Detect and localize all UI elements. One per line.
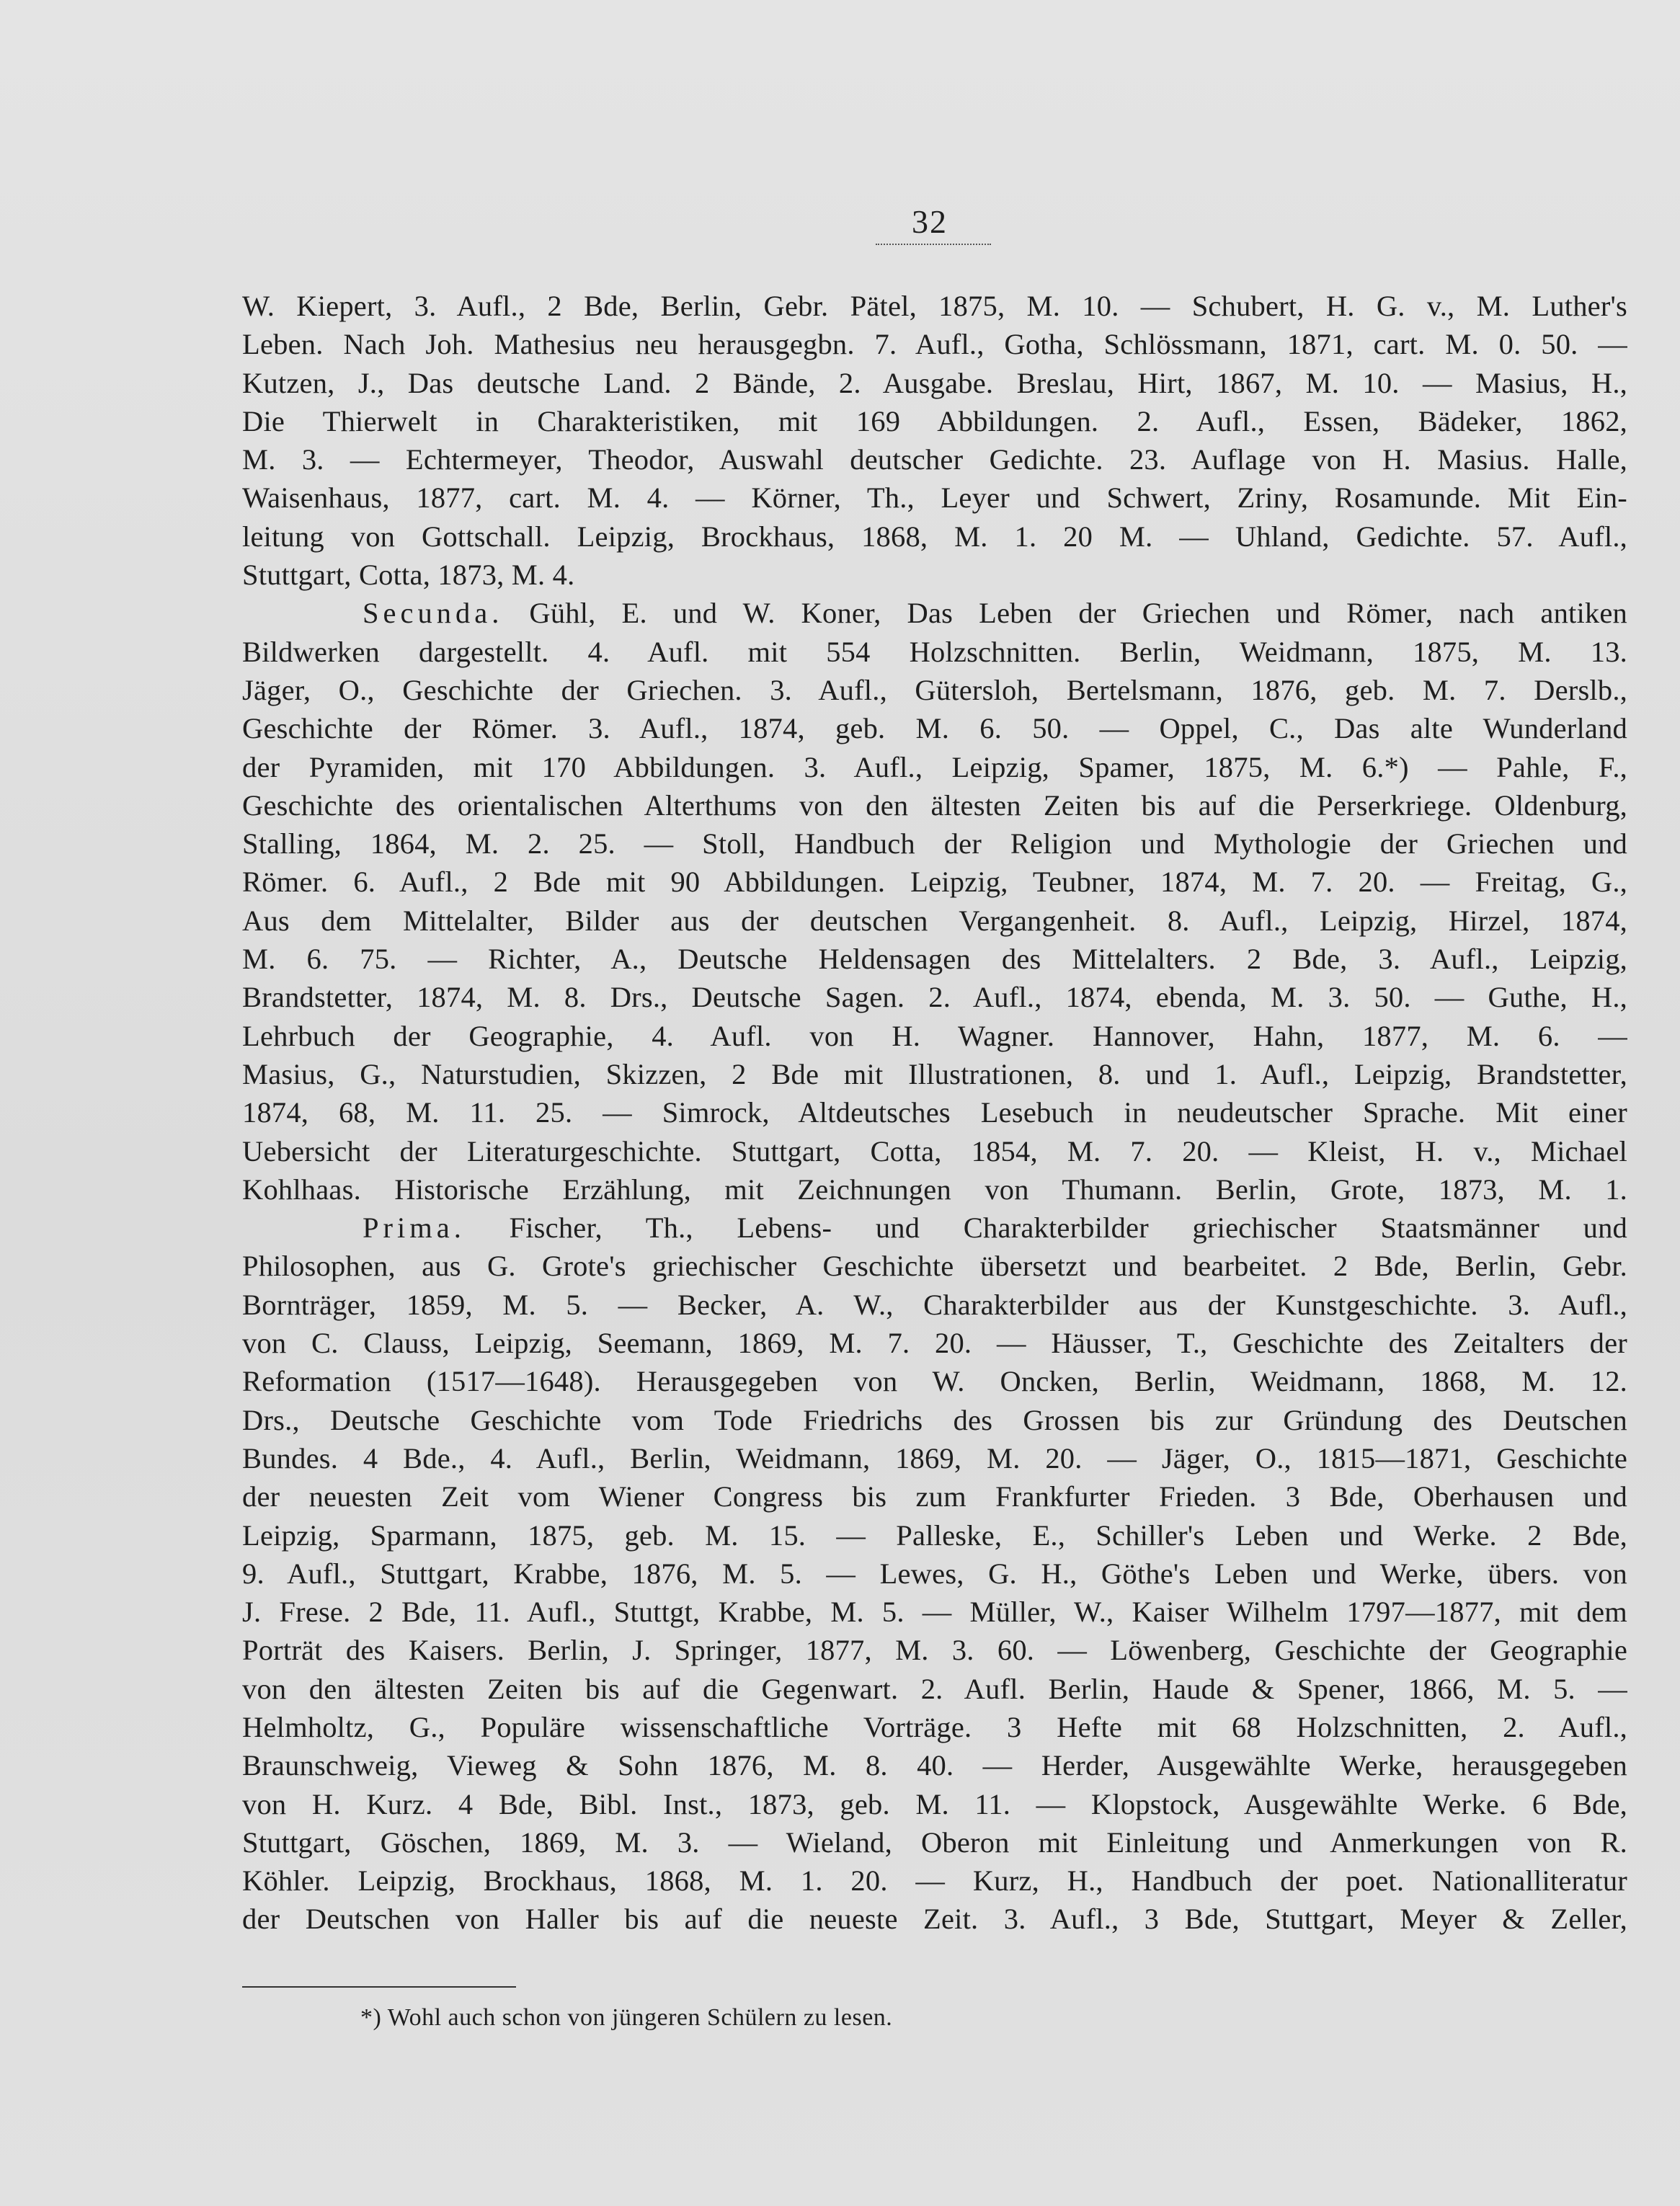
text-line: Kutzen, J., Das deutsche Land. 2 Bände, 2. Ausgabe. Breslau, Hirt, 1867, M. 10. — Masius, H., xyxy=(242,366,1627,399)
text-line: Die Thierwelt in Charakteristiken, mit 169 Abbildungen. 2. Aufl., Essen, Bädeker, 1862, xyxy=(242,404,1627,437)
page-number: 32 xyxy=(912,203,948,240)
section-heading-prima: Prima. xyxy=(363,1211,466,1245)
text-line: der Deutschen von Haller bis auf die neueste Zeit. 3. Aufl., 3 Bde, Stuttgart, Meyer & Zeller, xyxy=(242,1903,1627,1936)
text-line: der Pyramiden, mit 170 Abbildungen. 3. Aufl., Leipzig, Spamer, 1875, M. 6.*) — Pahle, F., xyxy=(242,750,1627,783)
text-line: von H. Kurz. 4 Bde, Bibl. Inst., 1873, geb. M. 11. — Klopstock, Ausgewählte Werke. 6 Bde, xyxy=(242,1787,1627,1820)
text-line: Köhler. Leipzig, Brockhaus, 1868, M. 1. 20. — Kurz, H., Handbuch der poet. Nationalliteratur xyxy=(242,1864,1627,1898)
prima-section-start xyxy=(242,1209,1627,1247)
text-line: Bundes. 4 Bde., 4. Aufl., Berlin, Weidmann, 1869, M. 20. — Jäger, O., 1815—1871, Geschichte xyxy=(242,1441,1627,1475)
text-line: Geschichte des orientalischen Alterthums von den ältesten Zeiten bis auf die Perserkriege. Oldenburg, xyxy=(242,788,1627,822)
text-line: Stuttgart, Göschen, 1869, M. 3. — Wieland, Oberon mit Einleitung und Anmerkungen von R. xyxy=(242,1825,1627,1859)
text-line: Jäger, O., Geschichte der Griechen. 3. Aufl., Gütersloh, Bertelsmann, 1876, geb. M. 7. Derslb., xyxy=(242,673,1627,706)
text-line: Römer. 6. Aufl., 2 Bde mit 90 Abbildungen. Leipzig, Teubner, 1874, M. 7. 20. — Freitag, G., xyxy=(242,866,1627,899)
text-line: Brandstetter, 1874, M. 8. Drs., Deutsche Sagen. 2. Aufl., 1874, ebenda, M. 3. 50. — Guthe, H., xyxy=(242,981,1627,1014)
text-line: J. Frese. 2 Bde, 11. Aufl., Stuttgt, Krabbe, M. 5. — Müller, W., Kaiser Wilhelm 1797—1877, mit dem xyxy=(242,1596,1627,1629)
text-line: Uebersicht der Literaturgeschichte. Stuttgart, Cotta, 1854, M. 7. 20. — Kleist, H. v., Michael xyxy=(242,1134,1627,1168)
page-number-ornament xyxy=(876,244,991,247)
text-line: Stuttgart, Cotta, 1873, M. 4. xyxy=(242,559,575,592)
footnote: *) Wohl auch schon von jüngeren Schülern zu lesen. xyxy=(360,2004,893,2031)
text-line: Waisenhaus, 1877, cart. M. 4. — Körner, Th., Leyer und Schwert, Zriny, Rosamunde. Mit Ein- xyxy=(242,481,1627,515)
footnote-divider xyxy=(242,1986,516,1988)
text-line: Kohlhaas. Historische Erzählung, mit Zeichnungen von Thumann. Berlin, Grote, 1873, M. 1. xyxy=(242,1173,1627,1206)
text-line: der neuesten Zeit vom Wiener Congress bis zum Frankfurter Frieden. 3 Bde, Oberhausen und xyxy=(242,1480,1627,1513)
text-line: von den ältesten Zeiten bis auf die Gegenwart. 2. Aufl. Berlin, Haude & Spener, 1866, M. 5. — xyxy=(242,1672,1627,1705)
text-line: Philosophen, aus G. Grote's griechischer Geschichte übersetzt und bearbeitet. 2 Bde, Berlin, Gebr. xyxy=(242,1250,1627,1283)
text-line: Braunschweig, Vieweg & Sohn 1876, M. 8. 40. — Herder, Ausgewählte Werke, herausgegeben xyxy=(242,1749,1627,1782)
text-line-segment: Gühl, E. und W. Koner, Das Leben der Griechen und Römer, nach antiken xyxy=(529,597,1627,630)
section-heading-secunda: Secunda. xyxy=(363,597,504,630)
text-line: 1874, 68, M. 11. 25. — Simrock, Altdeutsches Lesebuch in neudeutscher Sprache. Mit einer xyxy=(242,1096,1627,1129)
secunda-section-start xyxy=(242,594,1627,632)
text-line: Stalling, 1864, M. 2. 25. — Stoll, Handbuch der Religion und Mythologie der Griechen und xyxy=(242,827,1627,860)
text-line: Helmholtz, G., Populäre wissenschaftliche Vorträge. 3 Hefte mit 68 Holzschnitten, 2. Aufl., xyxy=(242,1710,1627,1743)
text-line: von C. Clauss, Leipzig, Seemann, 1869, M. 7. 20. — Häusser, T., Geschichte des Zeitalters der xyxy=(242,1327,1627,1360)
text-line: leitung von Gottschall. Leipzig, Brockhaus, 1868, M. 1. 20 M. — Uhland, Gedichte. 57. Aufl., xyxy=(242,520,1627,553)
text-line: Geschichte der Römer. 3. Aufl., 1874, geb. M. 6. 50. — Oppel, C., Das alte Wunderland xyxy=(242,712,1627,745)
book-list-text xyxy=(242,287,1627,1939)
text-line: Bornträger, 1859, M. 5. — Becker, A. W., Charakterbilder aus der Kunstgeschichte. 3. Aufl., xyxy=(242,1288,1627,1321)
text-line: Bildwerken dargestellt. 4. Aufl. mit 554 Holzschnitten. Berlin, Weidmann, 1875, M. 13. xyxy=(242,635,1627,668)
text-line: Drs., Deutsche Geschichte vom Tode Friedrichs des Grossen bis zur Gründung des Deutschen xyxy=(242,1403,1627,1436)
text-line: Lehrbuch der Geographie, 4. Aufl. von H. Wagner. Hannover, Hahn, 1877, M. 6. — xyxy=(242,1019,1627,1052)
text-line: Leipzig, Sparmann, 1875, geb. M. 15. — Palleske, E., Schiller's Leben und Werke. 2 Bde, xyxy=(242,1518,1627,1552)
text-line-segment: Fischer, Th., Lebens- und Charakterbilder griechischer Staatsmänner und xyxy=(509,1211,1627,1245)
text-line: Masius, G., Naturstudien, Skizzen, 2 Bde mit Illustrationen, 8. und 1. Aufl., Leipzig, Brandstetter, xyxy=(242,1057,1627,1090)
text-line: M. 6. 75. — Richter, A., Deutsche Heldensagen des Mittelalters. 2 Bde, 3. Aufl., Leipzig, xyxy=(242,943,1627,976)
text-line: M. 3. — Echtermeyer, Theodor, Auswahl deutscher Gedichte. 23. Auflage von H. Masius. Halle, xyxy=(242,443,1627,476)
text-line: Porträt des Kaisers. Berlin, J. Springer, 1877, M. 3. 60. — Löwenberg, Geschichte der Geographie xyxy=(242,1634,1627,1667)
text-line: W. Kiepert, 3. Aufl., 2 Bde, Berlin, Gebr. Pätel, 1875, M. 10. — Schubert, H. G. v., M. Luther's xyxy=(242,290,1627,322)
text-line: 9. Aufl., Stuttgart, Krabbe, 1876, M. 5. — Lewes, G. H., Göthe's Leben und Werke, übers. von xyxy=(242,1557,1627,1590)
text-line: Leben. Nach Joh. Mathesius neu herausgegbn. 7. Aufl., Gotha, Schlössmann, 1871, cart. M. 0. 50. — xyxy=(242,328,1627,361)
text-line: Aus dem Mittelalter, Bilder aus der deutschen Vergangenheit. 8. Aufl., Leipzig, Hirzel, 1874, xyxy=(242,904,1627,937)
text-line: Reformation (1517—1648). Herausgegeben von W. Oncken, Berlin, Weidmann, 1868, M. 12. xyxy=(242,1365,1627,1398)
